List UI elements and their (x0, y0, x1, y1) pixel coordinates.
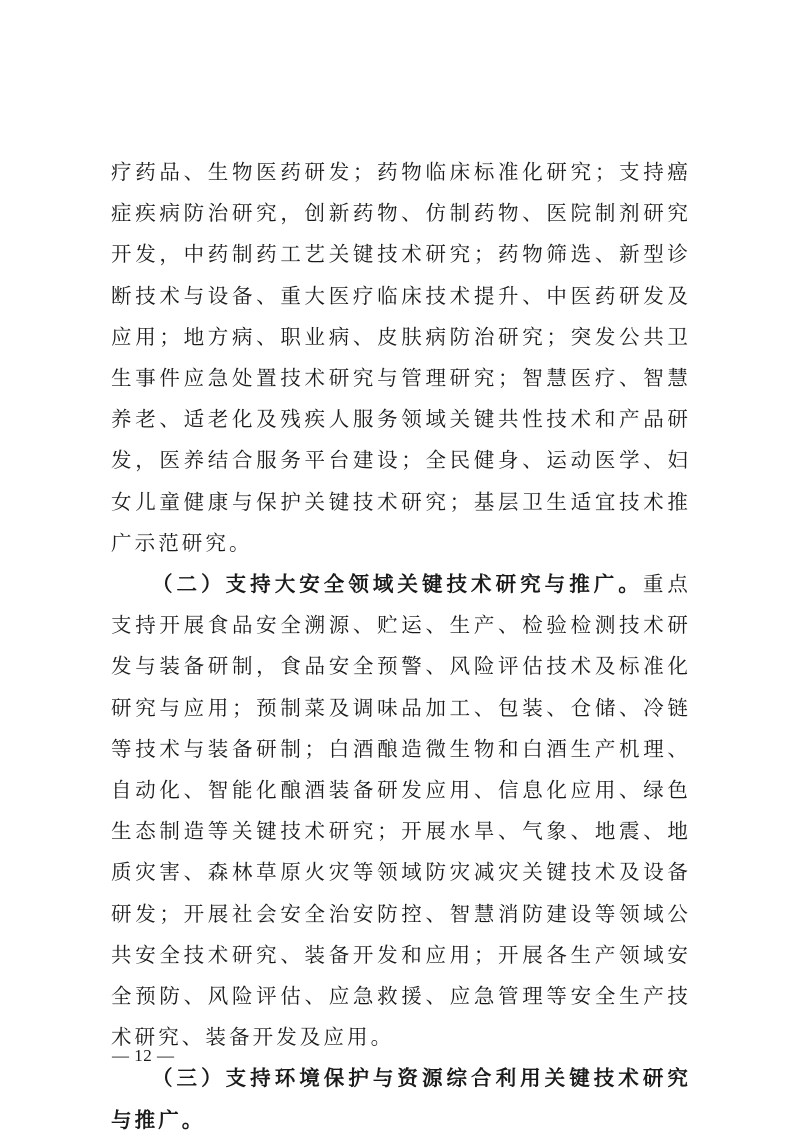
page-number: — 12 — (112, 1046, 175, 1065)
paragraph-2 (111, 564, 691, 1058)
paragraph-1 (111, 152, 691, 564)
paragraph-3 (111, 1058, 691, 1140)
paragraph-1-text: 疗药品、生物医药研发；药物临床标准化研究；支持癌症疾病防治研究，创新药物、仿制药物、医院制剂研究开发，中药制药工艺关键技术研究；药物筛选、新型诊断技术与设备、重大医疗临床技术提升、中医药研发及应用；地方病、职业病、皮肤病防治研究；突发公共卫生事件应急处置技术研究与管理研究；智慧医疗、智慧养老、适老化及残疾人服务领域关键共性技术和产品研发，医养结合服务平台建设；全民健身、运动医学、妇女儿童健康与保护关键技术研究；基层卫生适宜技术推广示范研究。 (111, 160, 691, 555)
section-heading-2: （二）支持大安全领域关键技术研究与推广。 (152, 572, 643, 597)
paragraph-2-text: 重点支持开展食品安全溯源、贮运、生产、检验检测技术研发与装备研制，食品安全预警、风险评估技术及标准化研究与应用；预制菜及调味品加工、包装、仓储、冷链等技术与装备研制；白酒酿造微生物和白酒生产机理、自动化、智能化酿酒装备研发应用、信息化应用、绿色生态制造等关键技术研究；开展水旱、气象、地震、地质灾害、森林草原火灾等领域防灾减灾关键技术及设备研发；开展社会安全治安防控、智慧消防建设等领域公共安全技术研究、装备开发和应用；开展各生产领域安全预防、风险评估、应急救援、应急管理等安全生产技术研究、装备开发及应用。 (111, 572, 692, 1050)
body-text (111, 152, 691, 1141)
section-heading-3: （三）支持环境保护与资源综合利用关键技术研究与推广。 (111, 1066, 691, 1132)
